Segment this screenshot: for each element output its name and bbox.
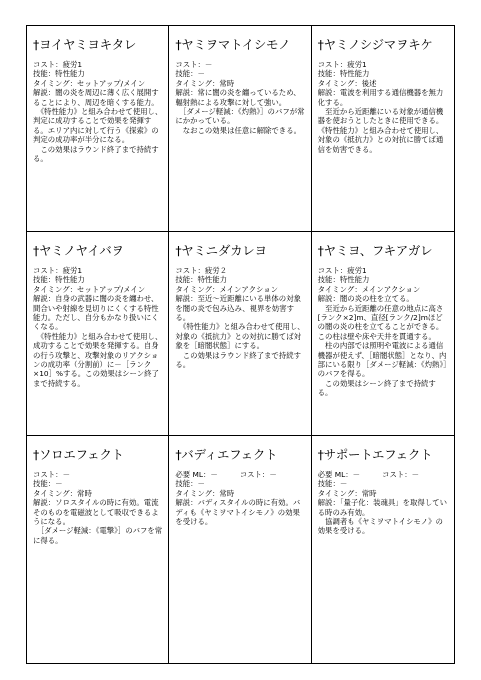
- card-text: 解説：「量子化：装魂具」を取得している時のみ有効。 協調者も《ヤミヲマトイシモノ》の効果を受ける。: [317, 498, 447, 536]
- card-text: 解説：闇の炎を周辺に薄く広く展開することにより、周辺を暗くする能力。 《特性能力》と組み合わせて使用し、判定に成功することで効果を発揮する。エリア内に対して行う《探索》の判定の成功率が半分になる。 この効果はラウンド終了まで持続する。: [33, 88, 163, 164]
- card-timing: タイミング：セットアップ/メイン: [33, 78, 146, 88]
- card-timing: タイミング：セットアップ/メイン: [33, 284, 146, 294]
- card-cost: コスト：－: [382, 470, 420, 479]
- card-yami-ni-dakare: [169, 232, 311, 436]
- card-title: †ヤミニダカレヨ: [175, 243, 267, 258]
- card-timing: タイミング：常時: [317, 488, 377, 498]
- card-text: 解説：バディスタイルの時に有効。バディも《ヤミヲマトイシモノ》の効果を受ける。: [175, 498, 301, 527]
- card-title: †サポートエフェクト: [317, 447, 433, 462]
- card-required-ml: 必要 ML：－: [175, 470, 218, 479]
- card-title: †バディエフェクト: [175, 447, 278, 462]
- card-timing: タイミング：常時: [33, 488, 92, 498]
- card-req-row: [318, 470, 450, 479]
- card-timing: タイミング：常時: [175, 488, 235, 498]
- card-solo-effect: [27, 436, 169, 663]
- card-text: 解説：電波を利用する通信機器を無力化する。 至近から近距離にいる対象が通信機器を使おうとしたときに使用できる。《特性能力》と組み合わせて使用し、対象の《抵抗力》との対抗に勝てば通信を妨害できる。: [317, 88, 444, 154]
- card-timing: タイミング：常時: [175, 78, 235, 88]
- card-title: †ヤミヲマトイシモノ: [175, 37, 291, 52]
- card-cost: コスト：－: [33, 470, 70, 479]
- card-support-effect: [312, 436, 454, 663]
- card-skill: 技能：－: [317, 479, 348, 489]
- card-cost: コスト：疲労1: [33, 266, 83, 275]
- card-cost: コスト：疲労1: [317, 60, 367, 69]
- card-cost: コスト：疲労２: [175, 266, 228, 275]
- card-skill: 技能：－: [175, 479, 205, 489]
- card-buddy-effect: [169, 436, 311, 663]
- card-skill: 技能：特性能力: [33, 69, 85, 79]
- card-skill: 技能：特性能力: [317, 275, 370, 285]
- card-skill: 技能：特性能力: [33, 275, 85, 285]
- card-timing: タイミング：メインアクション: [317, 284, 421, 294]
- card-yami-no-shijima: [312, 26, 454, 232]
- card-timing: タイミング：後述: [317, 78, 377, 88]
- card-skill: 技能：特性能力: [175, 275, 228, 285]
- card-yoiyami: [27, 26, 169, 232]
- card-yamiwo-matoi: [169, 26, 311, 232]
- card-cost: コスト：疲労1: [317, 266, 367, 275]
- card-skill: 技能：－: [33, 479, 63, 489]
- card-title: †ヤミノシジマヲキケ: [317, 37, 433, 52]
- card-skill: 技能：－: [175, 69, 205, 79]
- card-req-row: [175, 470, 306, 479]
- card-yamiyo-fukiagare: [312, 232, 454, 436]
- card-yami-no-yaiba: [27, 232, 169, 436]
- card-title: †ヨイヤミヨキタレ: [33, 37, 137, 52]
- card-text: 解説：常に闇の炎を纏っているため、輻射熱による攻撃に対して強い。 ［ダメージ軽減：《灼熱》］のバフが常にかかっている。 なおこの効果は任意に解除できる。: [175, 88, 305, 135]
- card-cost: コスト：－: [239, 470, 277, 479]
- card-text: 解説：自身の武器に闇の炎を纏わせ、間合いや射線を見切りにくくする特性能力。ただし、自分もかなり扱いにくくなる。 《特性能力》と組み合わせて使用し、成功することで効果を発揮する。自身の行う攻撃と、攻撃対象のリアクションの成功率（分割前）に－［ランク×10］%する。この効果はシーン終了まで持続する。: [33, 294, 163, 388]
- card-text: 解説：ソロスタイルの時に有効。電流そのものを電磁波として吸収できるようになる。 ［ダメージ軽減：《電撃》］のバフを常に得る。: [33, 498, 163, 545]
- card-title: †ヤミノヤイバヲ: [33, 243, 124, 258]
- card-cost: コスト：疲労1: [33, 60, 83, 69]
- card-text: 解説：闇の炎の柱を立てる。 至近から近距離の任意の地点に高さ[ランク×2]m、直径[ランク/2]mほどの闇の炎の柱を立てることができる。この柱は壁や床や天井を貫通する。 柱の内部では照明や電波による通信機器が使えず、［暗闇状態］となり、内部にいる限り［ダメージ軽減：《灼熱》］のバフを得る。 この効果はシーン終了まで持続する。: [317, 294, 447, 398]
- card-skill: 技能：特性能力: [317, 69, 370, 79]
- card-timing: タイミング：メインアクション: [175, 284, 278, 294]
- card-cost: コスト：－: [175, 60, 213, 69]
- card-title: †ヤミヨ、フキアガレ: [317, 243, 433, 258]
- card-title: †ソロエフェクト: [33, 447, 124, 462]
- card-text: 解説：至近～近距離にいる単体の対象を闇の炎で包み込み、視界を妨害する。 《特性能力》と組み合わせて使用し、対象の《抵抗力》との対抗に勝てば対象を［暗闇状態］にする。 この効果はラウンド終了まで持続する。: [175, 294, 305, 370]
- card-sheet: [26, 25, 455, 664]
- card-required-ml: 必要 ML：－: [317, 470, 361, 479]
